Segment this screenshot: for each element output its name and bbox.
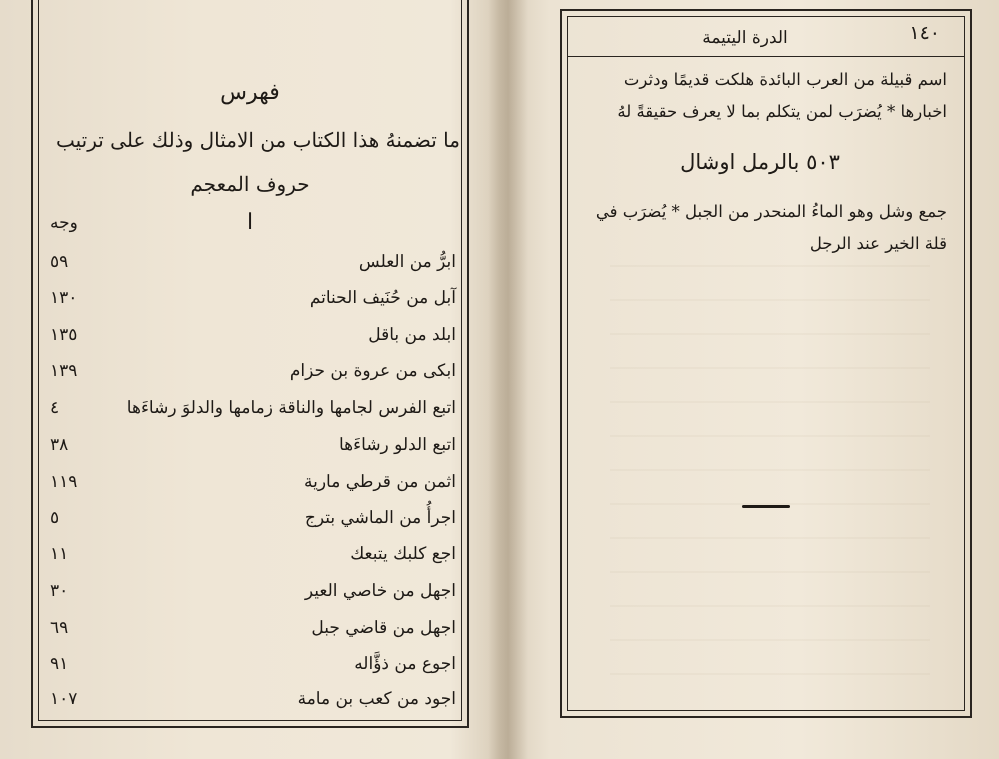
- entry-page: ١٣٠: [50, 288, 78, 308]
- index-entry: [46, 618, 456, 648]
- end-ornament-dash: [742, 505, 790, 508]
- entry-page: ١١٩: [50, 472, 78, 492]
- entry-text: اجرأُ من الماشي بترج: [304, 508, 456, 528]
- index-subtitle-line2: حروف المعجم: [190, 172, 310, 196]
- index-entry: [46, 361, 456, 391]
- entry-text: اثمن من قرطي مارية: [303, 472, 456, 492]
- entry-text: ابلد من باقل: [368, 325, 456, 345]
- paragraph-line: جمع وشل وهو الماءُ المنحدر من الجبل * يُضرَب في: [595, 202, 947, 221]
- entry-page: ١٠٧: [50, 689, 78, 709]
- index-entry: [46, 472, 456, 502]
- index-entry: [46, 252, 456, 282]
- index-entry: [46, 654, 456, 684]
- entry-text: اجهل من قاضي جبل: [311, 618, 456, 638]
- index-entry: [46, 544, 456, 574]
- entry-text: اتبع الدلو رشاءَها: [339, 435, 456, 455]
- entry-text: اجهل من خاصي العير: [304, 581, 456, 601]
- entry-page: ١٣٩: [50, 361, 78, 381]
- header-rule: [568, 56, 964, 57]
- proverb-heading: ٥٠٣ بالرمل اوشال: [680, 150, 840, 174]
- index-entry: [46, 508, 456, 538]
- entry-text: اجوع من ذؤَّاله: [354, 654, 456, 674]
- entry-page: ١٣٥: [50, 325, 78, 345]
- paragraph-line: اخبارها * يُضرَب لمن يتكلم بما لا يعرف حقيقةً لهُ: [617, 102, 947, 121]
- index-subtitle-line1: ما تضمنهُ هذا الكتاب من الامثال وذلك على ترتيب: [55, 128, 460, 152]
- index-entry: [46, 398, 456, 428]
- paragraph-line: قلة الخير عند الرجل: [809, 234, 947, 253]
- entry-page: ٩١: [50, 654, 69, 674]
- entry-text: اتبع الفرس لجامها والناقة زمامها والدلوَ رشاءَها: [126, 398, 456, 418]
- entry-text: ابرُّ من العلس: [358, 252, 456, 272]
- page-number: ١٤٠: [909, 22, 940, 44]
- entry-text: اجع كلبك يتبعك: [350, 544, 456, 564]
- entry-page: ١١: [50, 544, 69, 564]
- entry-text: آبل من حُنَيف الحناتم: [309, 288, 456, 308]
- book-gutter: [488, 0, 528, 759]
- index-title: فهرس: [220, 80, 280, 105]
- index-entry: [46, 689, 456, 719]
- entry-text: ابكى من عروة بن حزام: [289, 361, 456, 381]
- index-entry: [46, 288, 456, 318]
- index-entry: [46, 325, 456, 355]
- section-letter: ا: [246, 210, 254, 235]
- entry-page: ٥: [50, 508, 60, 528]
- running-title: الدرة اليتيمة: [702, 28, 788, 48]
- entry-page: ٣٨: [50, 435, 69, 455]
- entry-text: اجود من كعب بن مامة: [297, 689, 456, 709]
- entry-page: ٥٩: [50, 252, 69, 272]
- entry-page: ٣٠: [50, 581, 69, 601]
- entry-page: ٤: [50, 398, 60, 418]
- page-column-heading: وجه: [50, 213, 78, 233]
- entry-page: ٦٩: [50, 618, 69, 638]
- index-entry: [46, 435, 456, 465]
- paragraph-line: اسم قبيلة من العرب البائدة هلكت قديمًا ودثرت: [623, 70, 947, 89]
- index-entry: [46, 581, 456, 611]
- bleed-through-texture: [610, 255, 930, 675]
